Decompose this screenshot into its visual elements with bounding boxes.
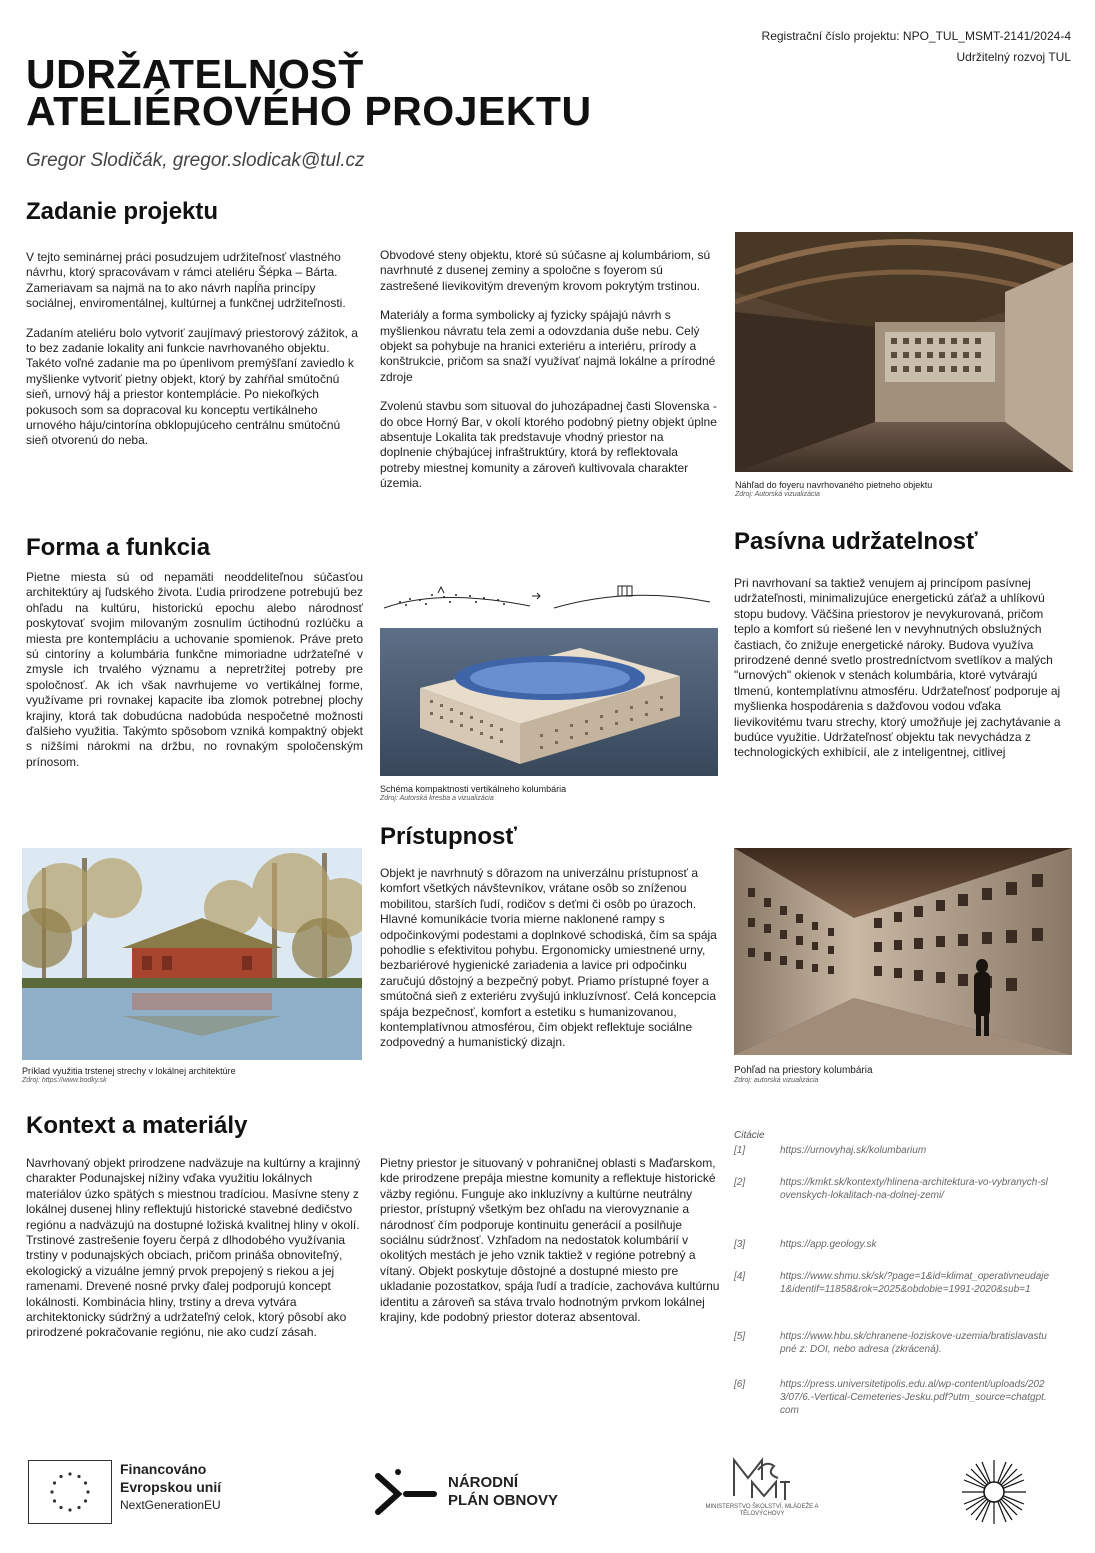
heading-forma: Forma a funkcia xyxy=(26,534,211,561)
kontext-paragraph-1: Navrhovaný objekt prirodzene nadväzuje na kultúrny a krajinný charakter Podunajskej nížiny vďaka využitiu lokálnych materiálov úzko spätých s miestnou tradíciou. Masívne steny z lokálnej dusenej hliny reflektujú historické stavebné dedičstvo regiónu a nadväzujú na dostupné ložiská kvalitnej hliny v okolí. Trstinové zastrešenie foyeru čerpá z dlhodobého využívania trstiny v podunajských obciach, pričom prináša obnoviteľný, ekologický a vizuálne jemný prvok prepojený s riekou a jej ramenami. Drevené nosné prvky ďalej podporujú koncept lokálnosti. Kombinácia hliny, trstiny a dreva vytvára architektonicky súdržný a udržateľný celok, ktorý pôsobí ako prirodzené pokračovanie regiónu, nie ako cudzí zásah. xyxy=(26,1156,361,1340)
image-schema xyxy=(380,628,718,776)
msmt-monogram-icon xyxy=(730,1456,792,1502)
image-thatched-roof xyxy=(22,848,362,1060)
citation-number: [6] xyxy=(734,1379,746,1390)
heading-pristupnost: Prístupnosť xyxy=(380,823,517,850)
npo-logo-line-2: PLÁN OBNOVY xyxy=(448,1492,559,1509)
zadanie-paragraph-2: Zadaním ateliéru bolo vytvoriť zaujímavý priestorový zážitok, a to bez zadanie lokality ani funkcie navrhovaného objektu. Takéto voľné zadanie ma po úpenlivom premýšľaní zaviedlo k myšlienke vytvoriť pietny objekt, ktorý by zahŕňal smútočnú sieň, urnový háj a priestor kontemplácie. Po niekoľkých pokusoch som sa dopracoval ku konceptu vertikálneho urnového háju/cintorína obklopujúceho centrálnu smútočnú sieň otvorenú do neba. xyxy=(26,325,358,448)
caption-kolumbarium-source: Zdroj: autorská vizualizácia xyxy=(734,1077,819,1084)
citation-link[interactable]: https://www.shmu.sk/sk/?page=1&id=klimat_operativneudaje1&identif=11858&rok=2025&obdobie=1991-2020&sub=1 xyxy=(780,1271,1050,1295)
npo-logo-line-1: NÁRODNÍ xyxy=(448,1474,518,1491)
section-col2-top xyxy=(380,248,718,506)
section-col2-bottom xyxy=(380,1156,720,1339)
image-kolumbarium xyxy=(734,848,1072,1055)
eu-logo-line-3: NextGenerationEU xyxy=(120,1498,221,1512)
eu-logo xyxy=(28,1460,268,1528)
heading-kontext: Kontext a materiály xyxy=(26,1112,248,1139)
citation-number: [2] xyxy=(734,1177,746,1188)
caption-thatched-roof xyxy=(22,1066,362,1086)
caption-kolumbarium-title: Pohľad na priestory kolumbária xyxy=(734,1065,873,1076)
zadanie-paragraph-1: V tejto seminárnej práci posudzujem udržiteľnosť vlastného návrhu, ktorý spracovávam v rámci ateliéru Šépka – Bárta. Zameriavam sa najmä na to ako návrh napĺňa princípy sociálnej, enviromentálnej, kultúrnej a funkčnej udržiteľnosti. xyxy=(26,250,346,311)
citation-link[interactable]: https://kmkt.sk/kontexty/hlinena-architektura-vo-vybranych-slovenskych-lokalitach-na-dolnej-zemi/ xyxy=(780,1177,1048,1201)
citation-number: [3] xyxy=(734,1239,746,1250)
section-forma xyxy=(26,570,363,784)
eu-logo-line-2: Evropskou unií xyxy=(120,1479,222,1495)
title-line-1: UDRŽATELNOSŤ xyxy=(26,51,364,97)
forma-paragraph-1: Pietne miesta sú od nepamäti neoddeliteľnou súčasťou architektúry aj ľudského života. Ľudia prirodzene potrebujú bez ohľadu na kultúru, historickú epochu alebo národnosť poskytovať svojim milovaným zosnulím úctihodnú rozlúčku a miesta pre kontempláciu a uchovanie spomienok. Práve preto sú cintoríny a kolumbária funkčne mimoriadne udržateľné v zmysle ich trvalého významu a nepretržitej potreby pre spoločnosť. Ak ich však navrhujeme vo vertikálnej forme, využívame pri rovnakej kapacite iba zlomok potrebnej plochy krajiny, ktorá tak dobudúcna nadobúda nespočetné možnosti ďalšieho využitia. Takýmto spôsobom vzniká kompaktný objekt s nižšími nárokmi na držbu, no rovnakým spoločenským prínosom. xyxy=(26,570,363,769)
citation-link[interactable]: https://urnovyhaj.sk/kolumbarium xyxy=(780,1145,927,1156)
citation-link[interactable]: https://press.universitetipolis.edu.al/wp-content/uploads/2023/07/6.-Vertical-Cemeteries-Jesku.pdf?utm_source=chatgpt.com xyxy=(780,1379,1047,1416)
heading-zadanie: Zadanie projektu xyxy=(26,198,219,225)
title-line-2: ATELIÉROVÉHO PROJEKTU xyxy=(26,88,592,134)
col2-paragraph-3: Zvolenú stavbu som situoval do juhozápadnej časti Slovenska - do obce Horný Bar, v okolí ktorého podobný pietny objekt úplne absentuje Lokalita tak predstavuje vhodný priestor na doplnenie chýbajúcej infraštruktúry, ktorá by reflektovala potreby miestnej komunity a zároveň kultivovala charakter územia. xyxy=(380,399,717,491)
npo-logo xyxy=(372,1464,592,1526)
program-name: Udržitelný rozvoj TUL xyxy=(956,50,1071,64)
tul-sunburst-icon xyxy=(960,1458,1028,1526)
caption-kolumbarium xyxy=(734,1066,1072,1086)
citation-number: [4] xyxy=(734,1271,746,1282)
msmt-logo-text: MINISTERSTVO ŠKOLSTVÍ, MLÁDEŽE A TĚLOVÝCHOVY xyxy=(705,1504,819,1517)
caption-strecha-title: Príklad využitia trstenej strechy v lokálnej architektúre xyxy=(22,1066,236,1076)
col2-bottom-paragraph-1: Pietny priestor je situovaný v pohraničnej oblasti s Maďarskom, kde prirodzene prepája miestne komunity a reflektuje historické väzby regiónu. Funguje ako inkluzívny a kultúrne neutrálny priestor, prístupný všetkým bez ohľadu na vierovyznanie a národnosť čím podporuje kontinuitu generácií a posilňuje sociálnu súdržnosť. Vzhľadom na nedostatok kolumbárií v okolitých mestách je jeho vznik taktiež v regióne potrebný a vítaný. Objekt poskytuje dôstojné a dostupné miesto pre ukladanie pozostatkov, spája ľudí a tradície, zachováva kultúrnu identitu a zároveň sa stáva trvalo hodnotným prvkom lokálnej krajiny, kde podobný priestor doteraz absentoval. xyxy=(380,1156,720,1325)
caption-foyer xyxy=(735,480,1073,500)
eu-flag-icon xyxy=(28,1460,112,1524)
msmt-logo xyxy=(700,1456,824,1536)
image-foyer xyxy=(735,232,1073,472)
caption-foyer-source: Zdroj: Autorská vizualizácia xyxy=(735,491,820,498)
col2-paragraph-2: Materiály a forma symbolicky aj fyzicky spájajú návrh s myšlienkou návratu tela zemi a odovzdania duše nebu. Celý objekt sa pohybuje na hranici exteriéru a interiéru, prírody a konštrukcie, pričom sa snaží využívať najmä lokálne a prírodné zdroje xyxy=(380,308,716,384)
image-sketch xyxy=(380,578,718,620)
pasivna-paragraph-1: Pri navrhovaní sa taktiež venujem aj princípom pasívnej udržateľnosti, minimalizujúce energetickú záťaž a uhlíkovú stopu budovy. Väčšina priestorov je nevykurovaná, pričom teplo a komfort sú riešené len v nevyhnutných obslužných častiach, čo znižuje energetické nároky. Budova využíva prirodzené denné svetlo prostredníctvom svetlíkov a malých "urnových" okienok v stenách kolumbária, ktoré vytvárajú tlmenú, kontemplatívnu atmosféru. Udržateľnosť podporuje aj myšlienka hospodárenia s dažďovou vodou vďaka lievikovitému tvaru strechy, ktorý umožňuje jej zachytávanie a budúce využitie. Udržateľnosť objektu tak nevychádza z technologických exhibícií, ale z inteligentnej, citlivej xyxy=(734,576,1061,760)
section-pristupnost xyxy=(380,866,720,1065)
citation-number: [1] xyxy=(734,1145,746,1156)
caption-schema xyxy=(380,784,718,804)
author: Gregor Slodičák, gregor.slodicak@tul.cz xyxy=(26,150,365,171)
citation-link[interactable]: https://app.geology.sk xyxy=(780,1239,877,1250)
citation-link[interactable]: https://www.hbu.sk/chranene-loziskove-uzemia/bratislavastupné z: DOI, nebo adresa (zkrácená). xyxy=(780,1331,1047,1355)
col2-paragraph-1: Obvodové steny objektu, ktoré sú súčasne aj kolumbáriom, sú navrhnuté z dusenej zeminy a spoločne s foyerom sú zastrešené lievikovitým dreveným krovom pokrytým trstinou. xyxy=(380,248,711,293)
heading-pasivna: Pasívna udržatelnosť xyxy=(734,528,978,555)
npo-icon xyxy=(372,1468,438,1520)
section-pasivna xyxy=(734,576,1070,775)
citation-number: [5] xyxy=(734,1331,746,1342)
registration-number: Registrační číslo projektu: NPO_TUL_MSMT-2141/2024-4 xyxy=(761,29,1071,43)
caption-foyer-title: Náhľad do foyeru navrhovaného pietneho objektu xyxy=(735,480,933,490)
page-title xyxy=(26,51,592,134)
section-kontext xyxy=(26,1156,366,1355)
section-zadanie xyxy=(26,250,361,463)
caption-schema-source: Zdroj: Autorská kresba a vizualizácia xyxy=(380,795,494,802)
eu-logo-line-1: Financováno xyxy=(120,1461,207,1477)
pristupnost-paragraph-1: Objekt je navrhnutý s dôrazom na univerzálnu prístupnosť a komfort všetkých návštevníkov, vrátane osôb so zníženou mobilitou, starších ľudí, rodičov s deťmi či osôb po úrazoch. Hlavné komunikácie tvoria mierne naklonené rampy s odpočinkovými podestami a doplnkové schodiská, čím sa spája pohodlie s efektivitou pohybu. Ergonomicky umiestnené urny, bezbariérové hygienické zariadenia a lavice pri odpočinku zaručujú dôstojný a bezpečný pobyt. Priamo prístupné foyer a smútočná sieň z exteriéru zvyšujú inkluzívnosť. Celá koncepcia spája bezpečnosť, komfort a estetiku s humanizovanou, kontemplatívnou atmosférou, čím objekt reflektuje sociálne zodpovedný a humanistický dizajn. xyxy=(380,866,717,1050)
caption-schema-title: Schéma kompaktnosti vertikálneho kolumbária xyxy=(380,784,567,794)
project-registration xyxy=(762,26,1071,68)
citations-label: Citácie xyxy=(734,1130,765,1141)
caption-strecha-source: Zdroj: https://www.bodky.sk xyxy=(22,1077,107,1084)
